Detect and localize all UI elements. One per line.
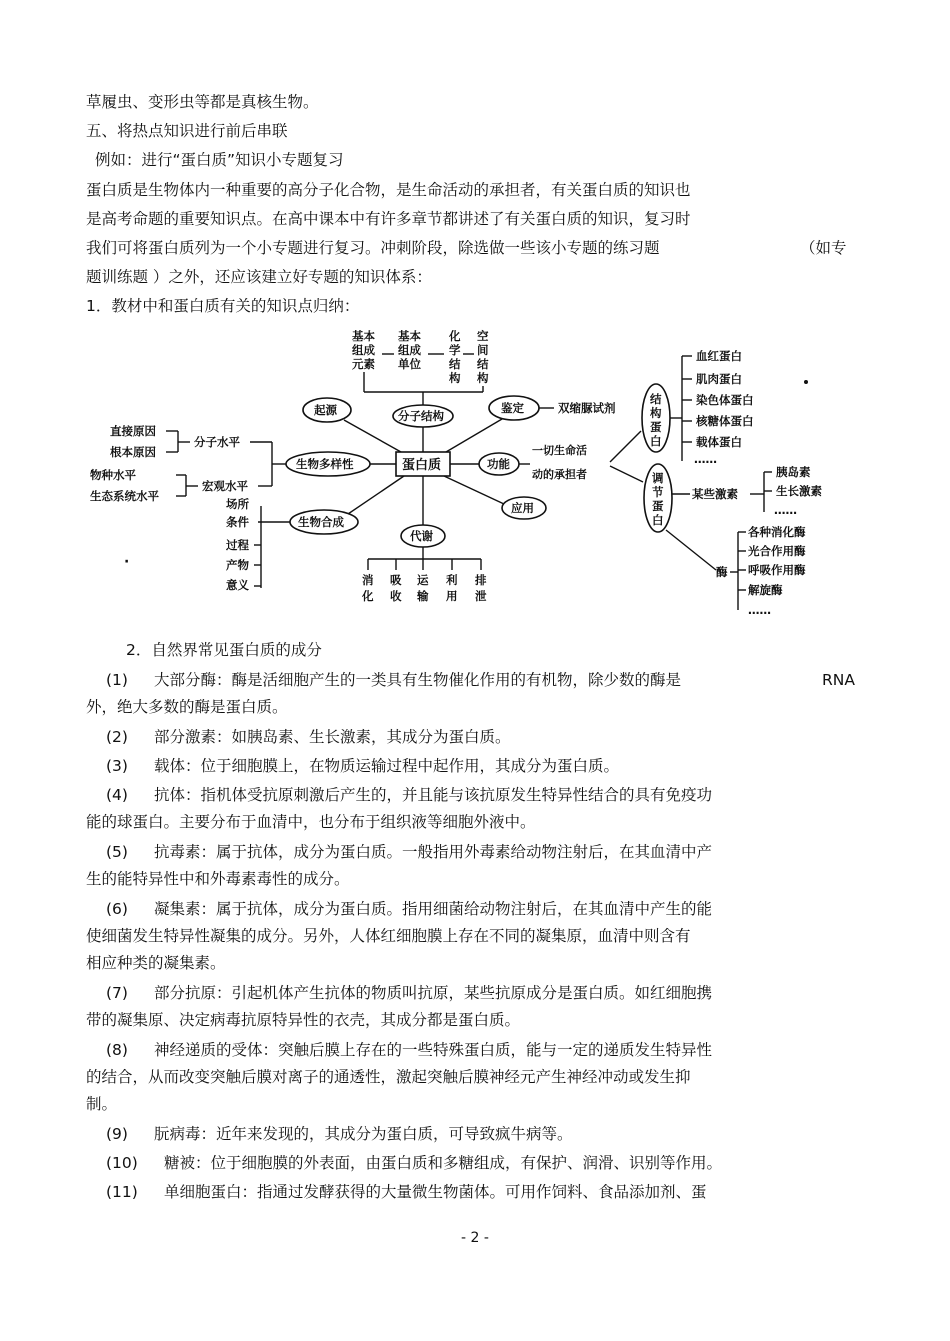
item-text: 部分激素：如胰岛素、生长激素，其成分为蛋白质。 [154,728,511,746]
protein-item: 载体蛋白 [696,435,742,449]
enzyme-item: …… [748,603,771,617]
hormone-label: 某些激素 [692,487,738,501]
node-label: 代谢 [410,529,433,543]
top-col-text: 基本 [352,329,375,343]
item-number: (7) [106,984,128,1002]
item-number: (9) [106,1125,128,1143]
paragraph-line: 是高考命题的重要知识点。在高中课本中有许多章节都讲述了有关蛋白质的知识，复习时 [86,210,691,228]
synthesis-item: 场所 [226,497,249,511]
node-label: 蛋 [652,499,664,513]
top-col-text: 构 [449,371,461,385]
stray-dot: · [124,554,130,570]
metabolism-text: 排 [475,573,487,587]
function-text: 动的承担者 [532,468,587,481]
metabolism-text: 运 [417,573,429,587]
item-number: (4) [106,786,128,804]
metabolism-items [361,559,487,603]
item-text: 制。 [86,1095,118,1113]
top-col-text: 间 [477,343,489,357]
structural-protein-list [682,349,754,466]
protein-item: 核糖体蛋白 [696,414,754,428]
top-col-text: 学 [449,343,461,357]
item-text: 部分抗原：引起机体产生抗体的物质叫抗原，某些抗原成分是蛋白质。如红细胞携 [154,984,713,1002]
node-label: 构 [650,406,662,420]
node-label: 鉴定 [501,401,524,415]
item-number: (11) [106,1183,138,1201]
top-col-text: 组成 [398,343,421,357]
list-item-heading: 1．教材中和蛋白质有关的知识点归纳： [86,297,360,315]
section-heading: 2．自然界常见蛋白质的成分 [126,641,322,659]
node-label: 调 [652,471,664,485]
enzyme-item: 解旋酶 [748,583,783,597]
section-heading: 五、将热点知识进行前后串联 [86,122,288,140]
top-col-text: 空 [477,329,489,343]
item-text: 能的球蛋白。主要分布于血清中，也分布于组织液等细胞外液中。 [86,813,536,831]
node-label: 功能 [487,457,510,471]
left-label: 直接原因 [110,424,156,438]
item-number: (5) [106,843,128,861]
left-label: 生态系统水平 [90,489,159,503]
protein-concept-diagram [86,326,866,626]
node-label: 节 [652,485,664,499]
text-line: 草履虫、变形虫等都是真核生物。 [86,93,319,111]
left-label: 物种水平 [90,468,136,482]
protein-item: 染色体蛋白 [696,393,754,407]
top-col-text: 结 [449,357,461,371]
item-text: 单细胞蛋白：指通过发酵获得的大量微生物菌体。可用作饲料、食品添加剂、蛋 [164,1183,707,1201]
item-text: 带的凝集原、决定病毒抗原特异性的衣壳，其成分都是蛋白质。 [86,1011,521,1029]
node-label: 起源 [314,403,337,417]
synthesis-item: 产物 [226,558,249,572]
metabolism-text: 消 [362,573,374,587]
protein-item: …… [694,452,717,466]
top-col-text: 构 [477,371,489,385]
metabolism-text: 吸 [390,573,402,587]
node-label: 应用 [511,501,534,515]
metabolism-text: 利 [446,573,458,587]
top-col-text: 组成 [352,343,375,357]
node-label: 生物合成 [298,515,344,529]
item-text: 抗毒素：属于抗体，成分为蛋白质。一般指用外毒素给动物注射后，在其血清中产 [154,843,713,861]
item-text: 神经递质的受体：突触后膜上存在的一些特殊蛋白质，能与一定的递质发生特异性 [154,1041,713,1059]
item-number: (2) [106,728,128,746]
enzyme-item: 光合作用酶 [748,544,806,558]
paragraph-line: 我们可将蛋白质列为一个小专题进行复习。冲刺阶段，除选做一些该小专题的练习题 [86,239,660,257]
node-label: 蛋 [650,420,662,434]
function-text: 一切生命活 [532,444,587,457]
item-text: 的结合，从而改变突触后膜对离子的通透性，激起突触后膜神经元产生神经冲动或发生抑 [86,1068,691,1086]
enzyme-label: 酶 [716,565,728,579]
left-label: 根本原因 [110,445,156,459]
item-number: (6) [106,900,128,918]
node-label: 生物多样性 [296,457,354,471]
node-label: 分子结构 [398,409,444,423]
page-number: - 2 - [461,1230,489,1246]
protein-item: 血红蛋白 [696,349,742,363]
metabolism-text: 输 [417,589,429,603]
item-text: 抗体：指机体受抗原刺激后产生的，并且能与该抗原发生特异性结合的具有免疫功 [154,786,713,804]
enzyme-item: 呼吸作用酶 [748,563,806,577]
hormone-item: 生长激素 [776,484,822,498]
node-label: 白 [652,513,664,527]
enzyme-list [738,525,806,617]
item-number: (8) [106,1041,128,1059]
item-number: (10) [106,1154,138,1172]
node-label: 双缩脲试剂 [558,401,616,415]
item-text: 大部分酶：酶是活细胞产生的一类具有生物催化作用的有机物，除少数的酶是 [154,671,682,689]
left-label: 宏观水平 [202,479,248,493]
paragraph-line: 题训练题 ）之外，还应该建立好专题的知识体系： [86,268,432,286]
node-label: 结 [650,392,662,406]
hormone-item: 胰岛素 [776,465,811,479]
item-text: 相应种类的凝集素。 [86,954,226,972]
item-number: (3) [106,757,128,775]
paragraph-line-tail: （如专 [800,239,847,257]
item-number: (1) [106,671,128,689]
item-text: 使细菌发生特异性凝集的成分。另外，人体红细胞膜上存在不同的凝集原，血清中则含有 [86,927,691,945]
item-text: 朊病毒：近年来发现的，其成分为蛋白质，可导致疯牛病等。 [154,1125,573,1143]
synthesis-item: 条件 [226,515,249,529]
example-line: 例如：进行“蛋白质”知识小专题复习 [95,151,344,169]
item-text: 外，绝大多数的酶是蛋白质。 [86,698,288,716]
metabolism-text: 用 [446,589,458,603]
left-label: 分子水平 [194,435,240,449]
top-structure-columns [352,329,489,406]
top-col-text: 基本 [398,329,421,343]
metabolism-text: 化 [362,589,374,603]
synthesis-item: 过程 [226,538,249,552]
top-col-text: 元素 [352,357,375,371]
center-label: 蛋白质 [402,458,442,473]
top-col-text: 化 [449,329,461,343]
item-text: 凝集素：属于抗体，成分为蛋白质。指用细菌给动物注射后，在其血清中产生的能 [154,900,713,918]
enzyme-item: 各种消化酶 [748,525,806,539]
hormone-item: …… [774,503,797,517]
synthesis-item: 意义 [226,578,249,592]
item-text: 糖被：位于细胞膜的外表面，由蛋白质和多糖组成，有保护、润滑、识别等作用。 [164,1154,723,1172]
protein-item: 肌肉蛋白 [696,372,742,386]
stray-dot [804,380,808,384]
item-text: 生的能特异性中和外毒素毒性的成分。 [86,870,350,888]
node-label: 白 [650,434,662,448]
metabolism-text: 泄 [475,589,487,603]
item-text: 载体：位于细胞膜上，在物质运输过程中起作用，其成分为蛋白质。 [154,757,620,775]
paragraph-line: 蛋白质是生物体内一种重要的高分子化合物，是生命活动的承担者，有关蛋白质的知识也 [86,181,691,199]
top-col-text: 单位 [398,357,421,371]
item-text-tail: RNA [822,671,855,689]
metabolism-text: 收 [390,589,402,603]
top-col-text: 结 [477,357,489,371]
